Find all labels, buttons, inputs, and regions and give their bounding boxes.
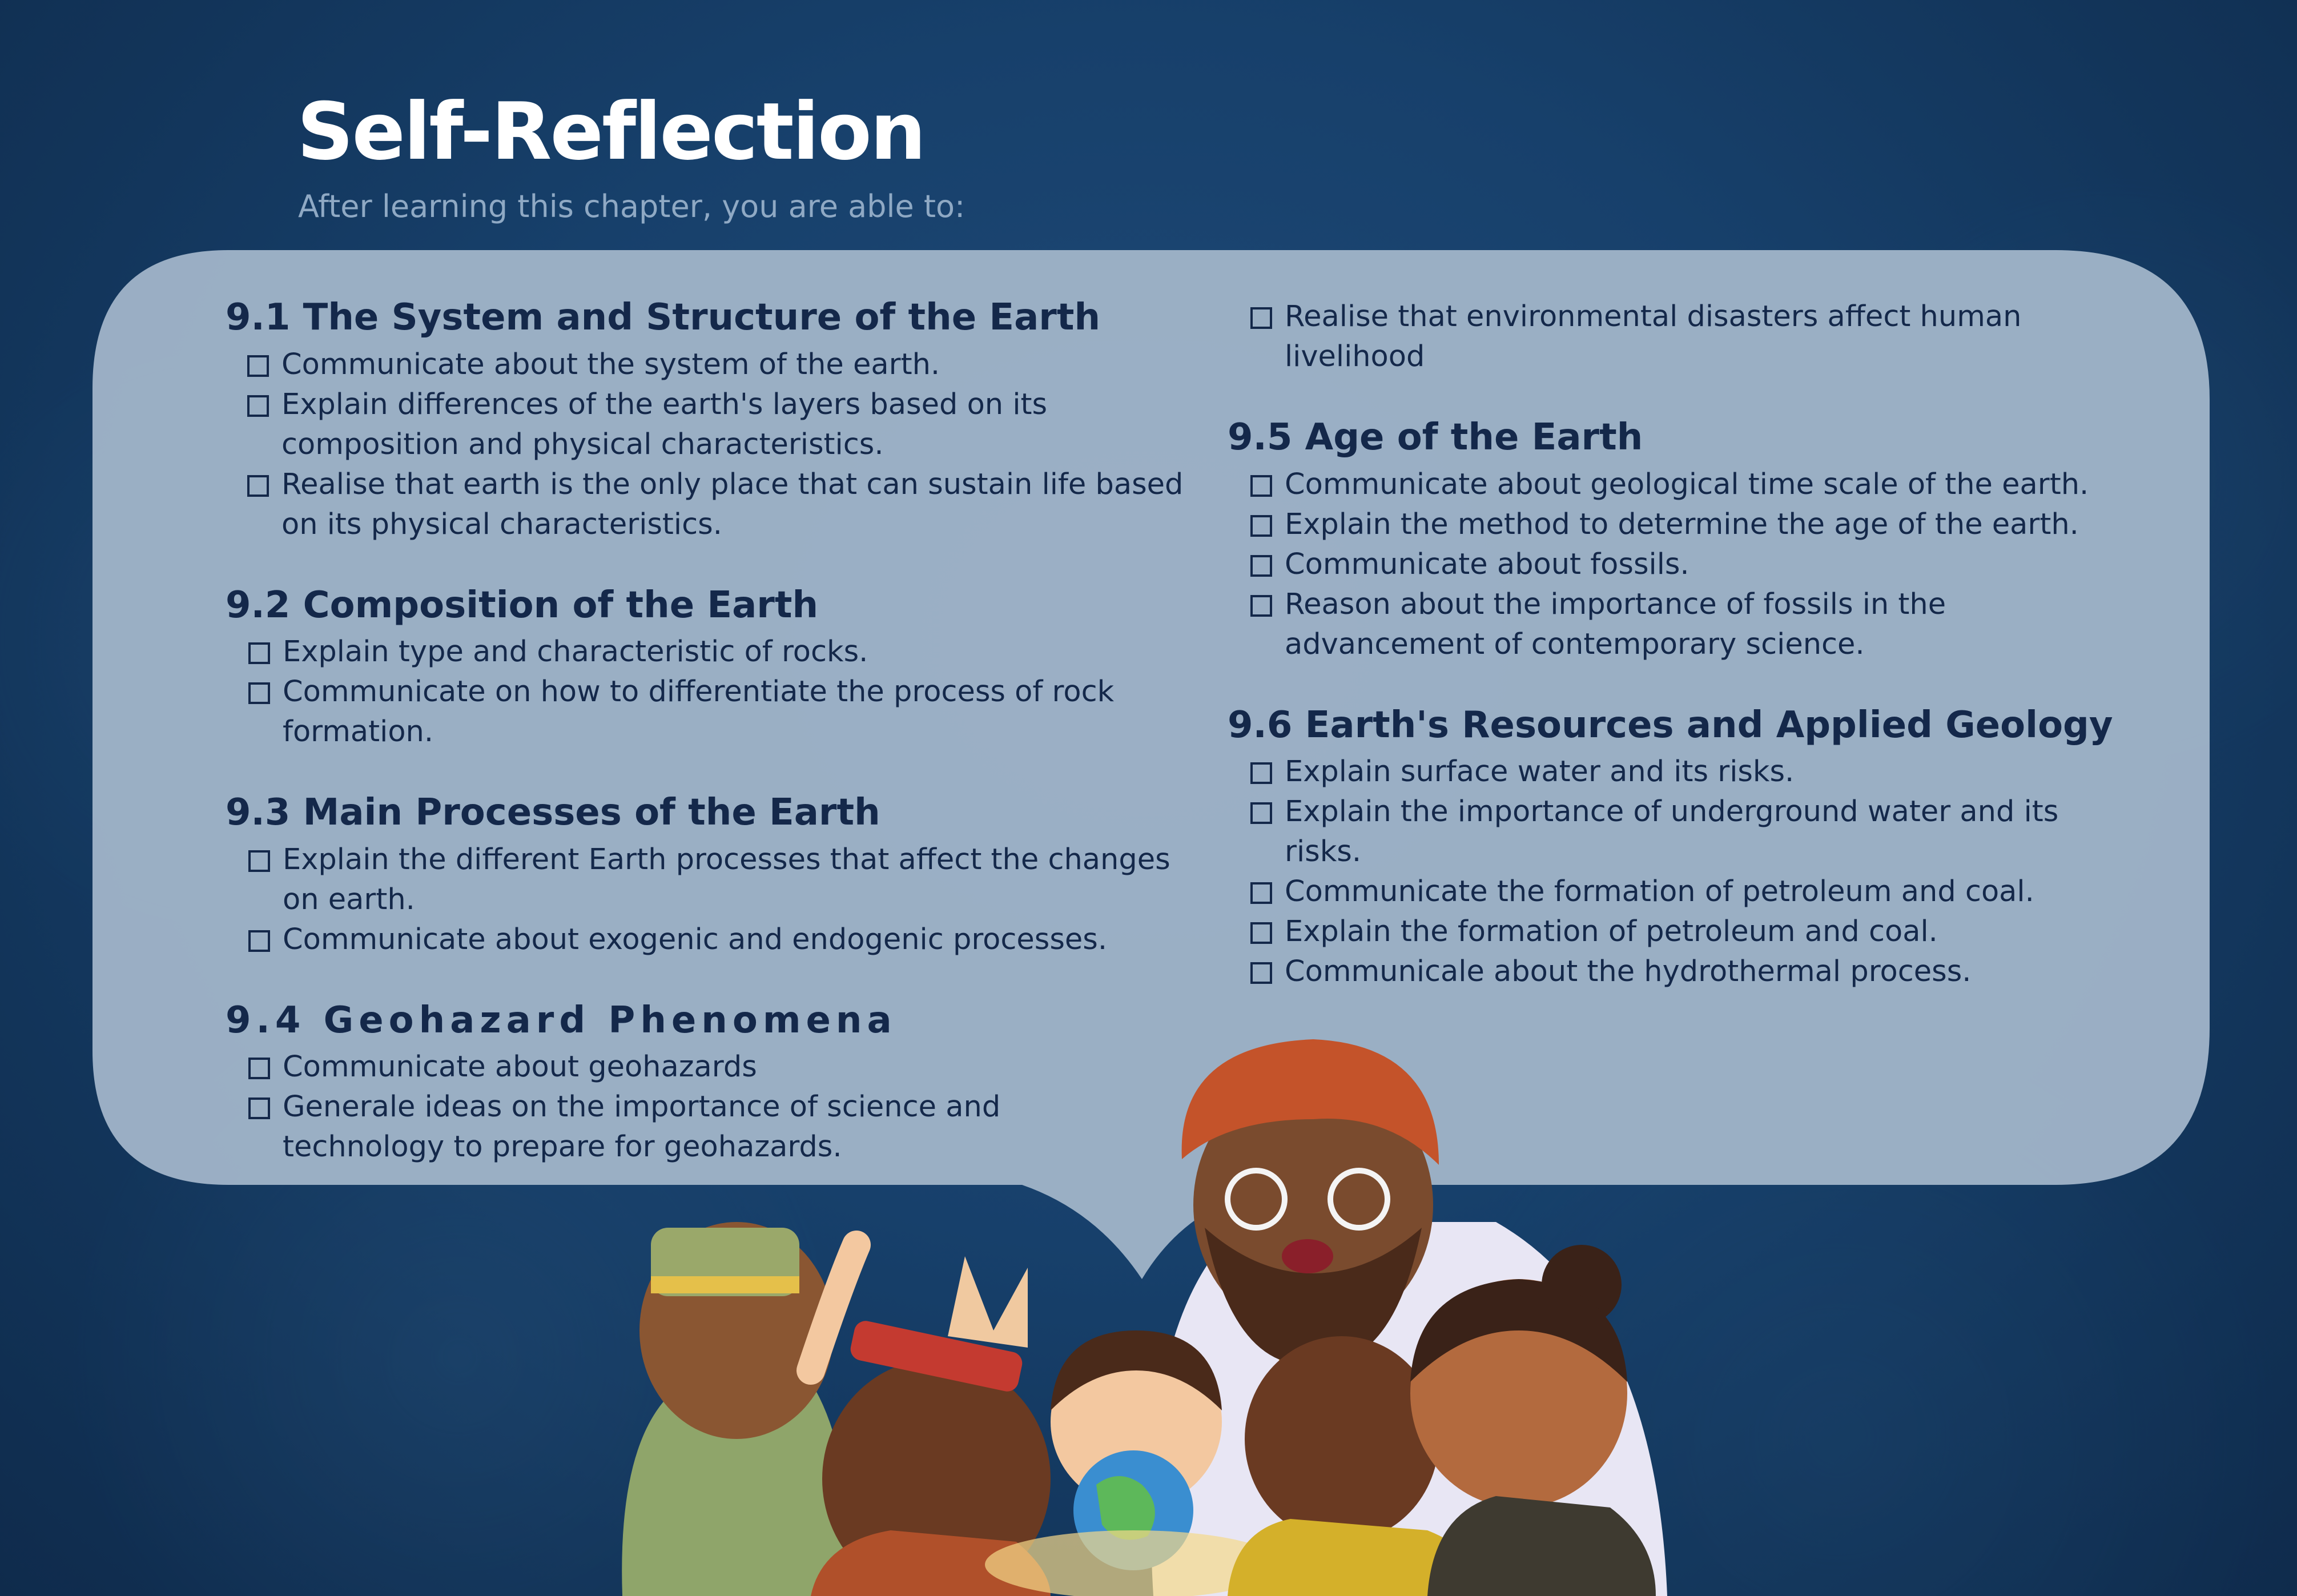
section-heading: 9.4 Geohazard Phenomena — [226, 999, 897, 1042]
kid-right-head — [1245, 1336, 1439, 1542]
teacher-mouth — [1282, 1239, 1333, 1273]
checklist-item-text: Communicate about exogenic and endogenic processes. — [283, 922, 1108, 956]
section-heading: 9.3 Main Processes of the Earth — [226, 791, 880, 834]
checklist-item-text: Explain the importance of underground water and its risks. — [1285, 795, 2059, 869]
checklist-item-text: Communicale about the hydrothermal process. — [1285, 955, 1972, 989]
checklist-item-text: Reason about the importance of fossils in the advancement of contemporary science. — [1285, 587, 1946, 661]
checklist-item-text: Explain the formation of petroleum and coal. — [1285, 915, 1938, 949]
checklist-item-text: Explain differences of the earth's layers based on its composition and physical characteristics. — [281, 387, 1048, 461]
checklist-item-text: Communicate on how to differentiate the process of rock formation. — [283, 675, 1115, 749]
checklist-item-text: Explain type and characteristic of rocks. — [283, 635, 868, 669]
checklist-item-text: Explain the different Earth processes that affect the changes on earth. — [283, 842, 1170, 916]
kid-left-cap-band — [651, 1276, 799, 1293]
kid-left-raised-arm — [811, 1245, 856, 1370]
page-subtitle: After learning this chapter, you are able to: — [298, 188, 966, 224]
section-heading: 9.2 Composition of the Earth — [226, 584, 818, 626]
checklist-item-text: Explain surface water and its risks. — [1285, 755, 1795, 789]
checklist-item-text: Communicate about fossils. — [1285, 547, 1689, 581]
checklist-item-text: Communicate about the system of the earth. — [281, 347, 940, 381]
section-heading: 9.1 The System and Structure of the Earth — [226, 296, 1100, 339]
checklist-item-text: Communicate about geological time scale of the earth. — [1285, 467, 2089, 501]
checklist-item-text: Communicate about geohazards — [283, 1050, 757, 1084]
checklist-item-text: Realise that earth is the only place that can sustain life based on its physical characteristics. — [281, 467, 1184, 541]
checklist-item-text: Generale ideas on the importance of science and technology to prepare for geohazards. — [283, 1090, 1001, 1164]
page-title: Self-Reflection — [297, 86, 925, 178]
checklist-item-text: Realise that environmental disasters affect human livelihood — [1285, 300, 2022, 373]
section-heading: 9.5 Age of the Earth — [1228, 416, 1643, 459]
section-heading: 9.6 Earth's Resources and Applied Geology — [1228, 703, 2113, 746]
checklist-item-text: Explain the method to determine the age of the earth. — [1285, 507, 2079, 541]
kid-feathers — [948, 1256, 1028, 1348]
checklist-item-text: Communicate the formation of petroleum and coal. — [1285, 875, 2034, 909]
